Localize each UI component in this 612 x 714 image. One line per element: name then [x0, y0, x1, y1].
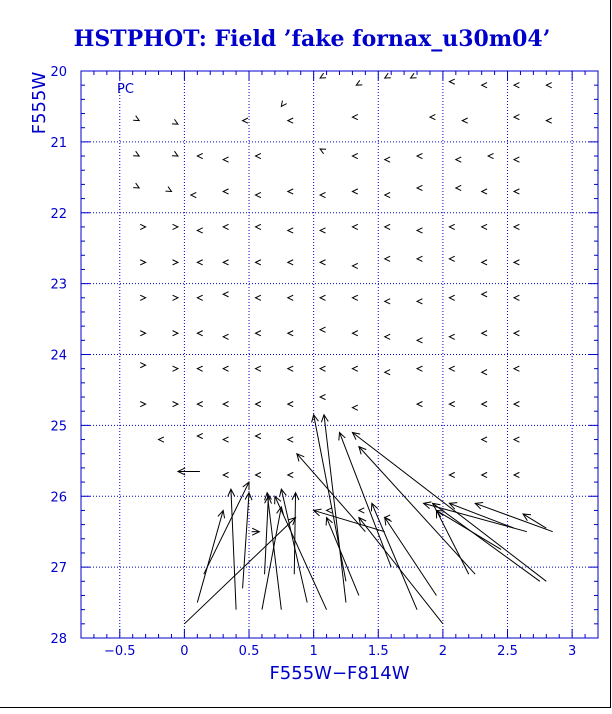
vector-short — [173, 402, 178, 407]
vector-long — [314, 509, 385, 532]
vector-short — [255, 224, 260, 229]
vector-long — [252, 528, 260, 535]
vector-short — [514, 157, 519, 162]
vector-short — [197, 228, 202, 233]
vector-short — [223, 334, 228, 339]
vector-long — [359, 447, 475, 575]
vector-short — [482, 224, 487, 229]
vector-short — [352, 153, 357, 158]
vector-short — [288, 402, 293, 407]
x-tick-label: 1 — [309, 644, 318, 659]
vector-short — [159, 437, 164, 442]
vector-short — [417, 366, 422, 371]
vector-short — [320, 327, 325, 332]
vector-short — [482, 189, 487, 194]
vector-short — [417, 185, 422, 190]
vector-short — [197, 153, 202, 158]
vector-short — [173, 224, 178, 229]
vector-short — [385, 299, 390, 304]
y-tick-label: 23 — [50, 277, 67, 293]
vector-short — [288, 472, 293, 477]
vector-short — [320, 366, 325, 371]
y-tick-label: 21 — [50, 135, 67, 151]
vector-short — [288, 260, 293, 265]
x-tick-label: 3 — [568, 644, 577, 659]
vector-short — [197, 433, 202, 438]
vector-short — [482, 472, 487, 477]
y-tick-label: 28 — [50, 632, 67, 647]
vector-short — [320, 192, 325, 197]
vector-short — [223, 260, 228, 265]
vector-short — [191, 192, 196, 197]
vector-short — [255, 366, 260, 371]
vector-short — [514, 472, 519, 477]
grid-lines — [81, 71, 598, 638]
vector-short — [385, 256, 390, 261]
vector-short — [385, 73, 391, 78]
vector-short — [514, 189, 519, 194]
vector-short — [482, 437, 487, 442]
x-tick-label: 2 — [438, 644, 448, 659]
vector-short — [223, 189, 228, 194]
vector-short — [320, 295, 325, 300]
vector-short — [417, 256, 422, 261]
vector-short — [482, 83, 487, 88]
x-tick-label: 2.5 — [497, 644, 518, 659]
vector-short — [223, 472, 228, 477]
vector-short — [197, 402, 202, 407]
vector-short — [320, 149, 326, 154]
y-tick-label: 26 — [50, 490, 67, 506]
vector-long — [385, 518, 437, 596]
vector-short — [430, 114, 435, 119]
vector-short — [140, 331, 145, 336]
vector-short — [320, 73, 326, 78]
vector-short — [197, 366, 202, 371]
vector-short — [514, 295, 519, 300]
vector-short — [255, 260, 260, 265]
vector-short — [514, 83, 519, 88]
vector-short — [288, 331, 293, 336]
vector-long — [275, 496, 327, 609]
vector-short — [385, 370, 390, 375]
vector-short — [546, 83, 551, 88]
vector-short — [546, 118, 551, 123]
vector-short — [352, 366, 357, 371]
vector-short — [385, 157, 390, 162]
vector-short — [197, 295, 202, 300]
vector-short — [243, 118, 248, 123]
vector-short — [172, 151, 178, 156]
vector-short — [255, 433, 260, 438]
vector-short — [255, 472, 260, 477]
vector-short — [197, 331, 202, 336]
vector-short — [449, 295, 454, 300]
vector-short — [449, 79, 454, 84]
x-tick-label: −0.5 — [103, 644, 136, 659]
vector-short — [223, 402, 228, 407]
vector-short — [449, 334, 454, 339]
x-axis-label: F555W−F814W — [269, 663, 410, 684]
vector-short — [411, 73, 417, 78]
vector-short — [255, 295, 260, 300]
vector-short — [320, 260, 325, 265]
vector-short — [488, 153, 493, 158]
vector-short — [352, 331, 357, 336]
vector-short — [514, 260, 519, 265]
vector-short — [255, 402, 260, 407]
vector-short — [352, 224, 357, 229]
vector-short — [140, 224, 145, 229]
x-tick-label: 0 — [180, 644, 189, 659]
vector-short — [288, 189, 293, 194]
vector-short — [352, 189, 357, 194]
vector-short — [255, 192, 260, 197]
vector-short — [133, 183, 139, 188]
vector-long — [321, 415, 346, 603]
vector-short — [320, 394, 325, 399]
vector-long — [475, 503, 553, 532]
vector-short — [449, 402, 454, 407]
vector-short — [514, 114, 519, 119]
vector-short — [514, 402, 519, 407]
vector-short — [223, 292, 228, 297]
vector-short — [255, 331, 260, 336]
vector-short — [223, 366, 228, 371]
vector-short — [173, 331, 178, 336]
vector-short — [223, 224, 228, 229]
vector-short — [385, 334, 390, 339]
vector-short — [288, 437, 293, 442]
vector-short — [352, 114, 357, 119]
vector-short — [173, 260, 178, 265]
y-tick-label: 24 — [50, 348, 67, 364]
vector-short — [140, 260, 145, 265]
vector-short — [288, 366, 293, 371]
vector-long — [352, 432, 546, 581]
vector-short — [356, 80, 362, 85]
vector-long — [297, 454, 366, 532]
vector-short — [352, 405, 357, 410]
vector-short — [417, 402, 422, 407]
vector-short — [173, 295, 178, 300]
vector-short — [288, 118, 293, 123]
vector-short — [320, 228, 325, 233]
vector-short — [449, 366, 454, 371]
vector-short — [514, 366, 519, 371]
vector-short — [449, 472, 454, 477]
vector-long — [326, 518, 359, 596]
vector-short — [417, 299, 422, 304]
vector-short — [140, 402, 145, 407]
vector-short — [288, 295, 293, 300]
vector-short — [514, 437, 519, 442]
vector-short — [140, 363, 145, 368]
vector-short — [133, 116, 139, 121]
vector-short — [514, 331, 519, 336]
x-tick-label: 1.5 — [367, 644, 389, 659]
vector-short — [456, 185, 461, 190]
y-axis-label: F555W — [29, 71, 50, 135]
vector-short — [133, 151, 139, 156]
vector-short — [172, 119, 178, 124]
vector-short — [359, 508, 364, 513]
vector-long — [243, 493, 252, 589]
y-tick-label: 20 — [50, 65, 67, 80]
vector-short — [449, 224, 454, 229]
vector-short — [449, 256, 454, 261]
y-tick-label: 27 — [50, 561, 67, 577]
vector-short — [482, 260, 487, 265]
vector-short — [482, 292, 487, 297]
vector-short — [140, 295, 145, 300]
vector-long — [359, 518, 443, 624]
vector-short — [255, 153, 260, 158]
vector-long — [280, 489, 308, 602]
vector-short — [197, 260, 202, 265]
vector-short — [352, 263, 357, 268]
vector-short — [482, 370, 487, 375]
y-tick-label: 22 — [50, 206, 67, 222]
vector-long — [523, 514, 546, 528]
vector-short — [385, 224, 390, 229]
vector-short — [417, 338, 422, 343]
vector-short — [385, 192, 390, 197]
vector-short — [417, 228, 422, 233]
vector-short — [281, 101, 286, 107]
vector-short — [327, 508, 332, 513]
vector-short — [417, 153, 422, 158]
vector-short — [288, 228, 293, 233]
vector-short — [352, 295, 357, 300]
vector-long — [184, 518, 295, 624]
chart-title: HSTPHOT: Field ’fake fornax_u30m04’ — [73, 26, 551, 52]
vector-short — [173, 366, 178, 371]
vector-short — [223, 437, 228, 442]
corner-label: PC — [117, 82, 134, 97]
vector-short — [223, 157, 228, 162]
y-tick-label: 25 — [50, 419, 67, 435]
vector-short — [456, 157, 461, 162]
vector-short — [482, 331, 487, 336]
vector-long — [178, 468, 200, 475]
x-tick-label: 0.5 — [238, 644, 260, 659]
vector-short — [514, 224, 519, 229]
vectors — [133, 73, 553, 624]
vector-short — [462, 118, 467, 123]
vector-short — [482, 402, 487, 407]
vector-long — [228, 489, 236, 609]
vector-short — [165, 187, 171, 192]
